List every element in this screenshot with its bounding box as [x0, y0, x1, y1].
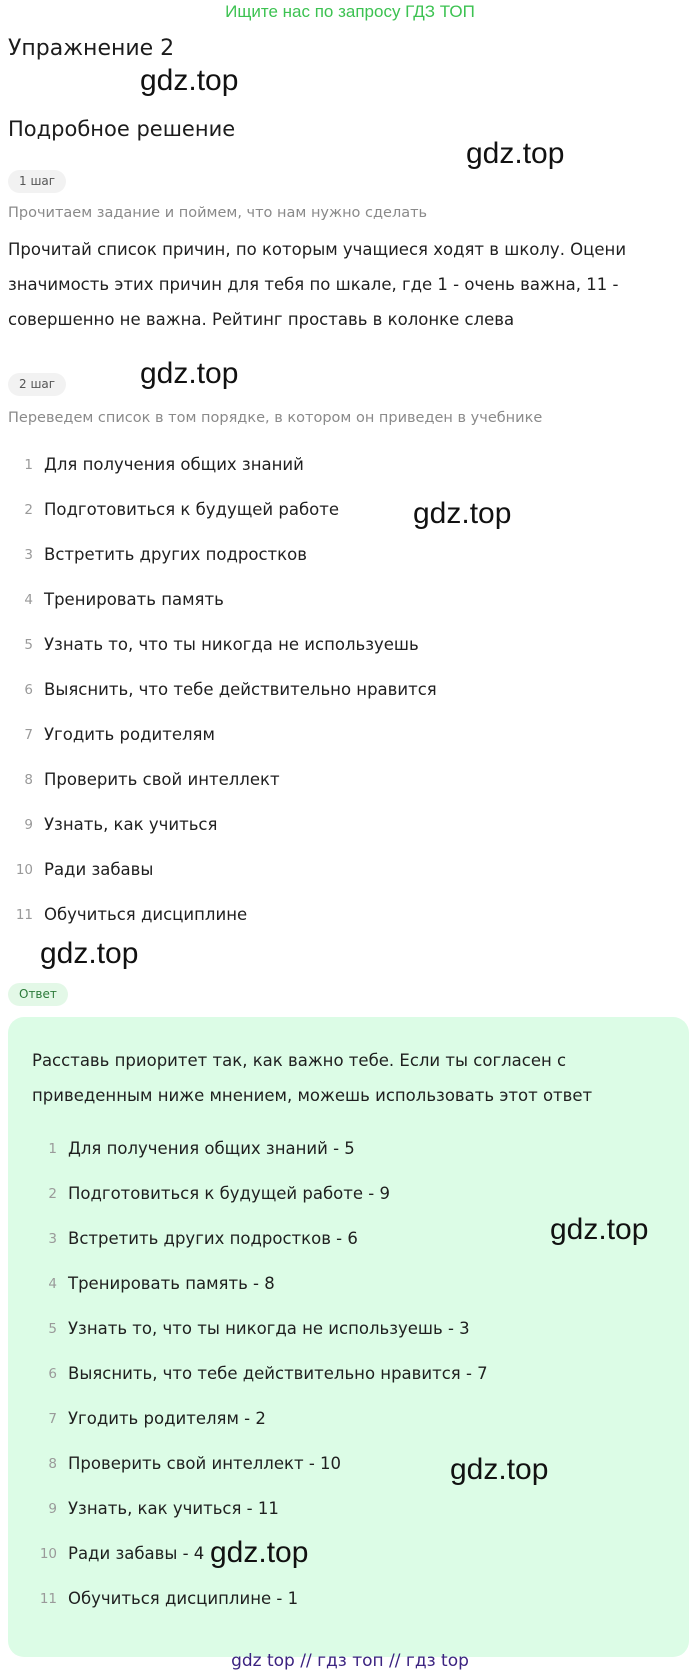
list-item [8, 847, 648, 892]
item-text: Угодить родителям [44, 725, 215, 744]
list-item [32, 1531, 652, 1576]
item-number: 11 [15, 906, 33, 923]
item-text: Выяснить, что тебе действительно нравится - 7 [68, 1364, 488, 1383]
item-number: 3 [24, 546, 33, 563]
item-number: 3 [48, 1230, 57, 1247]
list-item [32, 1486, 652, 1531]
item-text: Тренировать память - 8 [68, 1274, 275, 1293]
item-number: 5 [24, 636, 33, 653]
item-number: 9 [24, 816, 33, 833]
item-number: 8 [24, 771, 33, 788]
list-item [8, 442, 648, 487]
text-line: Расставь приоритет так, как важно тебе. Если ты согласен с [32, 1051, 567, 1070]
section-title: Подробное решение [8, 117, 236, 141]
item-number: 8 [48, 1455, 57, 1472]
item-text: Для получения общих знаний [44, 455, 304, 474]
text-line: совершенно не важна. Рейтинг проставь в колонке слева [8, 310, 515, 329]
item-text: Ради забавы - 4 [68, 1544, 205, 1563]
answer-text [32, 1043, 672, 1113]
watermark: gdz.top [210, 1536, 309, 1569]
item-number: 7 [48, 1410, 57, 1427]
item-number: 5 [48, 1320, 57, 1337]
step-1-text [8, 232, 648, 337]
item-text: Ради забавы [44, 860, 154, 879]
step-2-badge: 2 шаг [8, 373, 66, 396]
watermark: gdz.top [450, 1453, 549, 1486]
list-item [8, 667, 648, 712]
watermark: gdz.top [550, 1213, 649, 1246]
item-text: Выяснить, что тебе действительно нравится [44, 680, 437, 699]
list-item [8, 577, 648, 622]
watermark: gdz.top [140, 64, 239, 97]
item-text: Узнать, как учиться - 11 [68, 1499, 279, 1518]
item-text: Узнать, как учиться [44, 815, 218, 834]
item-text: Узнать то, что ты никогда не используешь [44, 635, 419, 654]
item-number: 1 [48, 1140, 57, 1157]
watermark: gdz.top [413, 497, 512, 530]
step-1-hint: Прочитаем задание и поймем, что нам нужно сделать [8, 205, 428, 221]
list-item [32, 1171, 652, 1216]
list-item [32, 1306, 652, 1351]
item-number: 7 [24, 726, 33, 743]
item-number: 2 [48, 1185, 57, 1202]
item-number: 2 [24, 501, 33, 518]
list-item [8, 487, 648, 532]
item-text: Для получения общих знаний - 5 [68, 1139, 355, 1158]
step-2-hint: Переведем список в том порядке, в котором он приведен в учебнике [8, 410, 543, 426]
answer-badge: Ответ [8, 983, 68, 1006]
item-text: Угодить родителям - 2 [68, 1409, 266, 1428]
list-item [32, 1261, 652, 1306]
list-item [8, 712, 648, 757]
watermark: gdz.top [140, 357, 239, 390]
item-number: 11 [39, 1590, 57, 1607]
list-item [32, 1126, 652, 1171]
text-line: приведенным ниже мнением, можешь использовать этот ответ [32, 1086, 593, 1105]
item-text: Встретить других подростков - 6 [68, 1229, 358, 1248]
item-number: 10 [15, 861, 33, 878]
item-number: 1 [24, 456, 33, 473]
item-text: Тренировать память [44, 590, 224, 609]
item-number: 6 [24, 681, 33, 698]
list-item [8, 622, 648, 667]
reasons-list [8, 442, 648, 937]
list-item [8, 802, 648, 847]
item-text: Проверить свой интеллект - 10 [68, 1454, 342, 1473]
item-text: Обучиться дисциплине [44, 905, 248, 924]
page-title: Упражнение 2 [8, 36, 175, 61]
watermark: gdz.top [40, 937, 139, 970]
item-text: Узнать то, что ты никогда не используешь - 3 [68, 1319, 470, 1338]
watermark: gdz.top [466, 137, 565, 170]
item-text: Встретить других подростков [44, 545, 307, 564]
answer-list [32, 1126, 652, 1621]
item-number: 4 [24, 591, 33, 608]
list-item [32, 1576, 652, 1621]
item-text: Обучиться дисциплине - 1 [68, 1589, 299, 1608]
search-banner: Ищите нас по запросу ГДЗ ТОП [225, 2, 475, 21]
item-text: Подготовиться к будущей работе [44, 500, 340, 519]
step-1-badge: 1 шаг [8, 170, 66, 193]
list-item [32, 1396, 652, 1441]
list-item [32, 1351, 652, 1396]
list-item [8, 892, 648, 937]
text-line: Прочитай список причин, по которым учащиеся ходят в школу. Оцени [8, 240, 627, 259]
list-item [32, 1441, 652, 1486]
item-number: 9 [48, 1500, 57, 1517]
item-text: Подготовиться к будущей работе - 9 [68, 1184, 390, 1203]
list-item [8, 532, 648, 577]
text-line: значимость этих причин для тебя по шкале, где 1 - очень важна, 11 - [8, 275, 619, 294]
item-number: 4 [48, 1275, 57, 1292]
list-item [8, 757, 648, 802]
item-text: Проверить свой интеллект [44, 770, 280, 789]
item-number: 10 [39, 1545, 57, 1562]
footer-links[interactable]: gdz top // гдз топ // гдз top [231, 1651, 469, 1671]
item-number: 6 [48, 1365, 57, 1382]
